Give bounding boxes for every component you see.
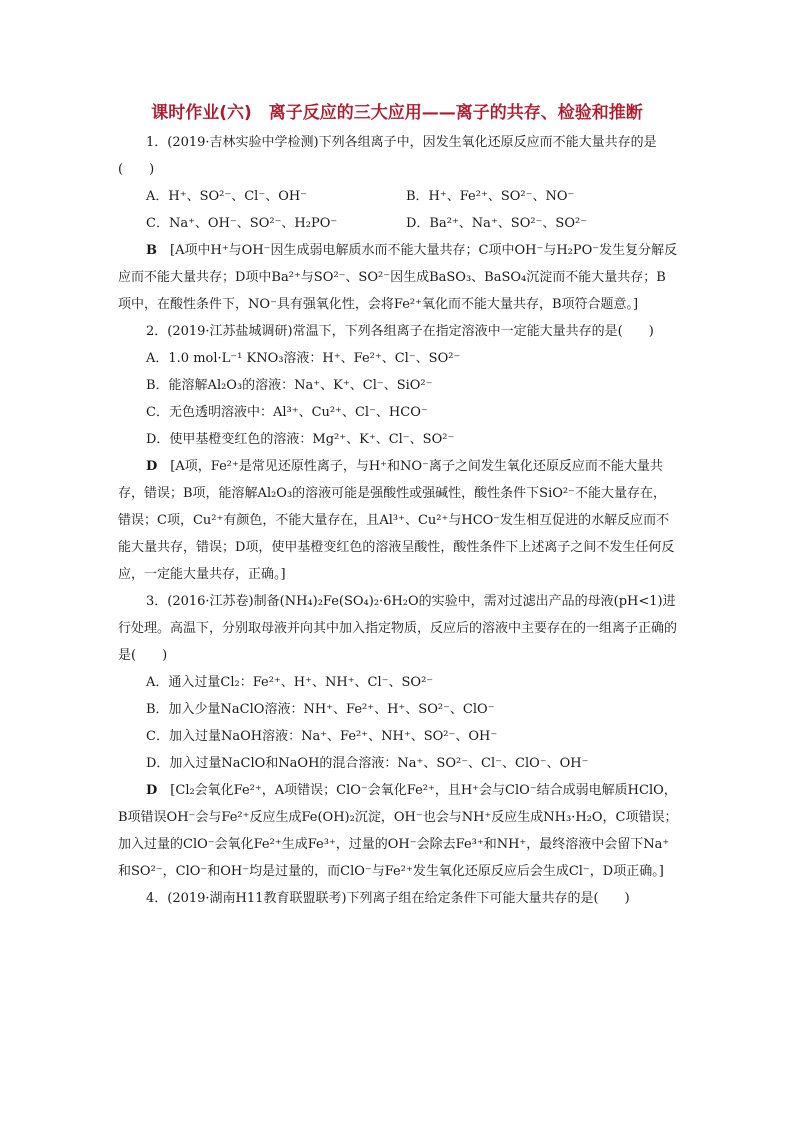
question-2-option-c: C．无色透明溶液中：Al³⁺、Cu²⁺、Cl⁻、HCO⁻ [146,405,428,420]
question-2-answer [118,453,678,588]
question-4-stem: 4．(2019·湖南H11教育联盟联考)下列离子组在给定条件下可能大量共存的是( ) [146,891,630,906]
question-2-explanation: [A项，Fe²⁺是常见还原性离子，与H⁺和NO⁻离子之间发生氧化还原反应而不能大量共存，错误；B项，能溶解Al₂O₃的溶液可能是强酸性或强碱性，酸性条件下SiO²⁻不能大量存在，错误；C项，Cu²⁺有颜色，不能大量存在，且Al³⁺、Cu²⁺与HCO⁻发生相互促进的水解反应而不能大量共存，错误；D项，使甲基橙变红色的溶液呈酸性，酸性条件下上述离子之间不发生任何反应，一定能大量共存，正确。] [118,459,675,582]
question-1-option-d: D．Ba²⁺、Na⁺、SO²⁻、SO²⁻ [406,216,588,231]
question-1-answer-letter: B [146,243,157,258]
question-3-option-a: A．通入过量Cl₂：Fe²⁺、H⁺、NH⁺、Cl⁻、SO²⁻ [146,675,434,690]
question-3-answer [118,777,678,885]
question-1-options-cd [118,210,678,237]
question-2-stem: 2．(2019·江苏盐城调研)常温下，下列各组离子在指定溶液中一定能大量共存的是( ) [146,324,654,339]
question-2-option-a: A．1.0 mol·L⁻¹ KNO₃溶液：H⁺、Fe²⁺、Cl⁻、SO²⁻ [146,351,461,366]
question-3-option-c: C．加入过量NaOH溶液：Na⁺、Fe²⁺、NH⁺、SO²⁻、OH⁻ [146,729,498,744]
question-1-answer [118,237,678,318]
question-2-option-d: D．使甲基橙变红色的溶液：Mg²⁺、K⁺、Cl⁻、SO²⁻ [146,432,455,447]
question-1-explanation: [A项中H⁺与OH⁻因生成弱电解质水而不能大量共存；C项中OH⁻与H₂PO⁻发生复分解反应而不能大量共存；D项中Ba²⁺与SO²⁻、SO²⁻因生成BaSO₃、BaSO₄沉淀而不能大量共存；B项中，在酸性条件下，NO⁻具有强氧化性，会将Fe²⁺氧化而不能大量共存，B项符合题意。] [118,243,678,312]
question-1-stem: 1．(2019·吉林实验中学检测)下列各组离子中，因发生氧化还原反应而不能大量共存的是( ) [118,135,657,177]
page-title: 课时作业(六) 离子反应的三大应用——离子的共存、检验和推断 [151,103,643,123]
question-1-option-b: B．H⁺、Fe²⁺、SO²⁻、NO⁻ [406,189,575,204]
question-3-option-d: D．加入过量NaClO和NaOH的混合溶液：Na⁺、SO²⁻、Cl⁻、ClO⁻、OH⁻ [146,756,589,771]
question-2-option-b: B．能溶解Al₂O₃的溶液：Na⁺、K⁺、Cl⁻、SiO²⁻ [146,378,433,393]
question-3-explanation: [Cl₂会氧化Fe²⁺，A项错误；ClO⁻会氧化Fe²⁺，且H⁺会与ClO⁻结合成弱电解质HClO，B项错误OH⁻会与Fe²⁺反应生成Fe(OH)₂沉淀，OH⁻也会与NH⁺反应生成NH₃·H₂O，C项错误；加入过量的ClO⁻会氧化Fe²⁺生成Fe³⁺，过量的OH⁻会除去Fe³⁺和NH⁺，最终溶液中会留下Na⁺和SO²⁻，ClO⁻和OH⁻均是过量的，而ClO⁻与Fe²⁺发生氧化还原反应后会生成Cl⁻，D项正确。] [118,783,678,879]
question-3-stem: 3．(2016·江苏卷)制备(NH₄)₂Fe(SO₄)₂·6H₂O的实验中，需对过滤出产品的母液(pH<1)进行处理。高温下，分别取母液并向其中加入指定物质，反应后的溶液中主要存在的一组离子正确的是( ) [118,594,678,663]
question-3-answer-letter: D [146,783,158,798]
question-3-option-b: B．加入少量NaClO溶液：NH⁺、Fe²⁺、H⁺、SO²⁻、ClO⁻ [146,702,495,717]
question-2-answer-letter: D [146,459,158,474]
document-body [118,129,678,912]
question-1-option-c: C．Na⁺、OH⁻、SO²⁻、H₂PO⁻ [146,216,338,231]
question-1-options-ab [118,183,678,210]
question-1-option-a: A．H⁺、SO²⁻、Cl⁻、OH⁻ [146,189,308,204]
